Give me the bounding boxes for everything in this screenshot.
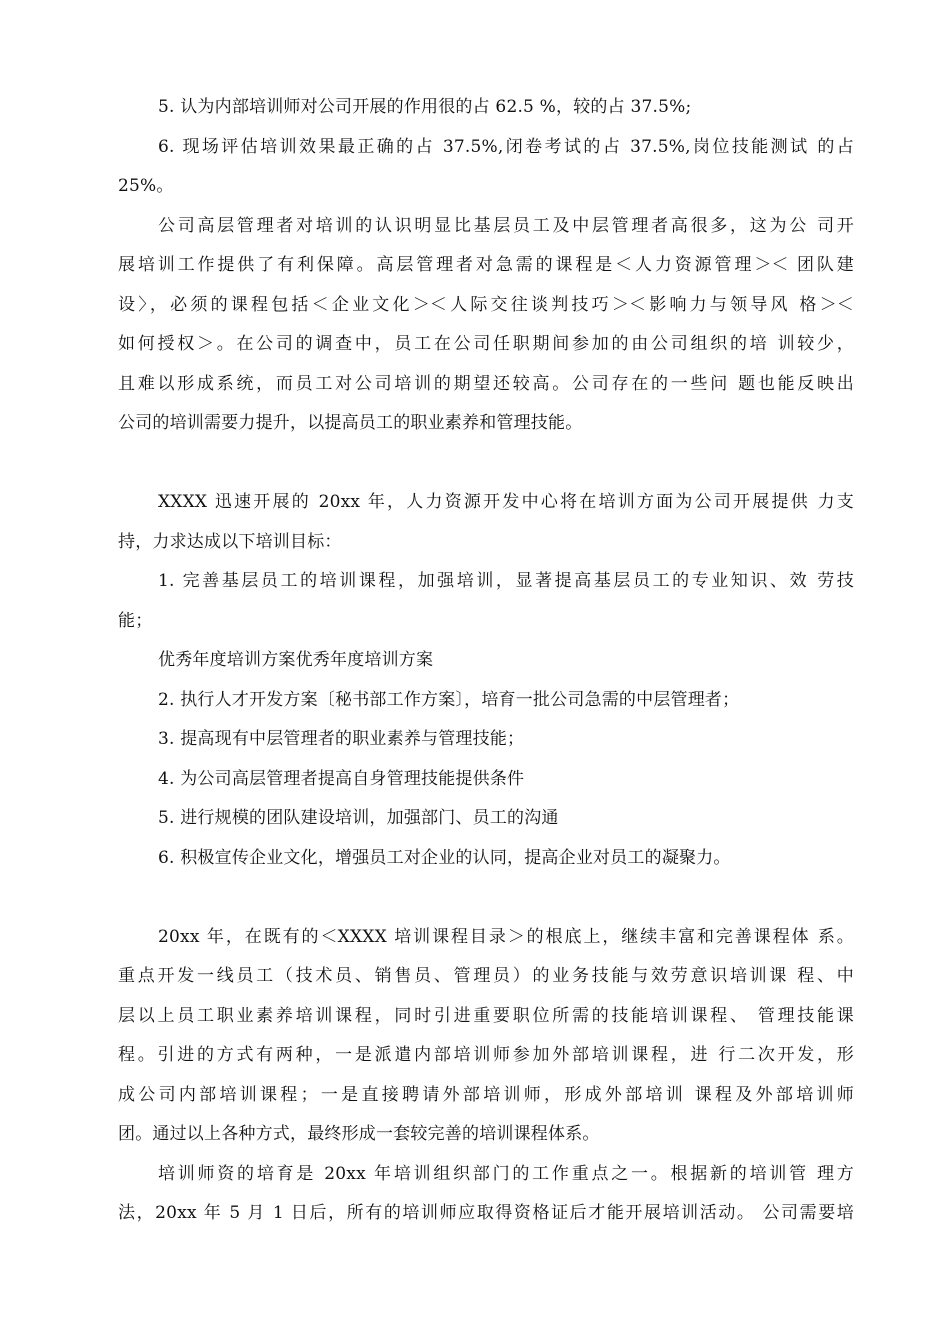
paragraph-gap <box>118 444 854 484</box>
running-header-text: 优秀年度培训方案优秀年度培训方案 <box>158 650 434 670</box>
analysis-paragraph-line-2: 展培训工作提供了有利保障。高层管理者对急需的课程是＜人力资源管理＞＜ 团队建 <box>118 255 854 275</box>
goal-item-3: 3. 提高现有中层管理者的职业素养与管理技能； <box>158 729 525 749</box>
goals-intro-line-1: XXXX 迅速开展的 20xx 年，人力资源开发中心将在培训方面为公司开展提供 力支 <box>158 492 854 512</box>
curriculum-paragraph-line-3: 层以上员工职业素养培训课程，同时引进重要职位所需的技能培训课程、 管理技能课 <box>118 1005 854 1026</box>
curriculum-paragraph-line-4: 程。引进的方式有两种，一是派遣内部培训师参加外部培训课程，进 行二次开发，形 <box>118 1045 854 1065</box>
survey-item-5: 5. 认为内部培训师对公司开展的作用很的占 62.5 %，较的占 37.5%; <box>158 97 692 117</box>
goal-item-4: 4. 为公司高层管理者提高自身管理技能提供条件 <box>158 768 525 789</box>
goal-item-1-line-2: 能； <box>118 610 153 631</box>
curriculum-paragraph-line-2: 重点开发一线员工（技术员、销售员、管理员）的业务技能与效劳意识培训课 程、中 <box>118 966 854 986</box>
analysis-paragraph-line-5: 且难以形成系统，而员工对公司培训的期望还较高。公司存在的一些问 题也能反映出 <box>118 373 854 394</box>
curriculum-paragraph-line-5: 成公司内部培训课程；一是直接聘请外部培训师，形成外部培训 课程及外部培训师 <box>118 1084 854 1105</box>
goal-item-2: 2. 执行人才开发方案〔秘书部工作方案〕，培育一批公司急需的中层管理者； <box>158 689 740 710</box>
goal-item-1-line-1: 1. 完善基层员工的培训课程，加强培训，显著提高基层员工的专业知识、效 劳技 <box>158 571 854 591</box>
analysis-paragraph-line-3: 设〉，必须的课程包括＜企业文化＞＜人际交往谈判技巧＞＜影响力与领导风 格＞＜ <box>118 294 854 315</box>
survey-item-6-line-1: 6. 现场评估培训效果最正确的占 37.5%,闭卷考试的占 37.5%,岗位技能测试 的占 <box>158 136 854 157</box>
trainer-paragraph-line-2: 法，20xx 年 5 月 1 日后，所有的培训师应取得资格证后才能开展培训活动。 公司需要培 <box>118 1203 854 1223</box>
document-page <box>118 88 854 1234</box>
trainer-paragraph-line-1: 培训师资的培育是 20xx 年培训组织部门的工作重点之一。根据新的培训管 理方 <box>158 1163 854 1184</box>
curriculum-paragraph-line-1: 20xx 年，在既有的＜XXXX 培训课程目录＞的根底上，继续丰富和完善课程体 系。 <box>158 926 854 947</box>
goal-item-5: 5. 进行规模的团队建设培训，加强部门、员工的沟通 <box>158 808 559 828</box>
survey-item-6-line-2: 25%。 <box>118 176 174 196</box>
paragraph-gap <box>118 878 854 918</box>
analysis-paragraph-line-6: 公司的培训需要力提升，以提高员工的职业素养和管理技能。 <box>118 413 583 433</box>
goals-intro-line-2: 持，力求达成以下培训目标： <box>118 531 342 552</box>
analysis-paragraph-line-1: 公司高层管理者对培训的认识明显比基层员工及中层管理者高很多，这为公 司开 <box>158 215 854 236</box>
goal-item-6: 6. 积极宣传企业文化，增强员工对企业的认同，提高企业对员工的凝聚力。 <box>158 847 731 868</box>
analysis-paragraph-line-4: 如何授权＞。在公司的调查中，员工在公司任职期间参加的由公司组织的培 训较少， <box>118 334 854 354</box>
curriculum-paragraph-line-6: 团。通过以上各种方式，最终形成一套较完善的培训课程体系。 <box>118 1124 600 1144</box>
